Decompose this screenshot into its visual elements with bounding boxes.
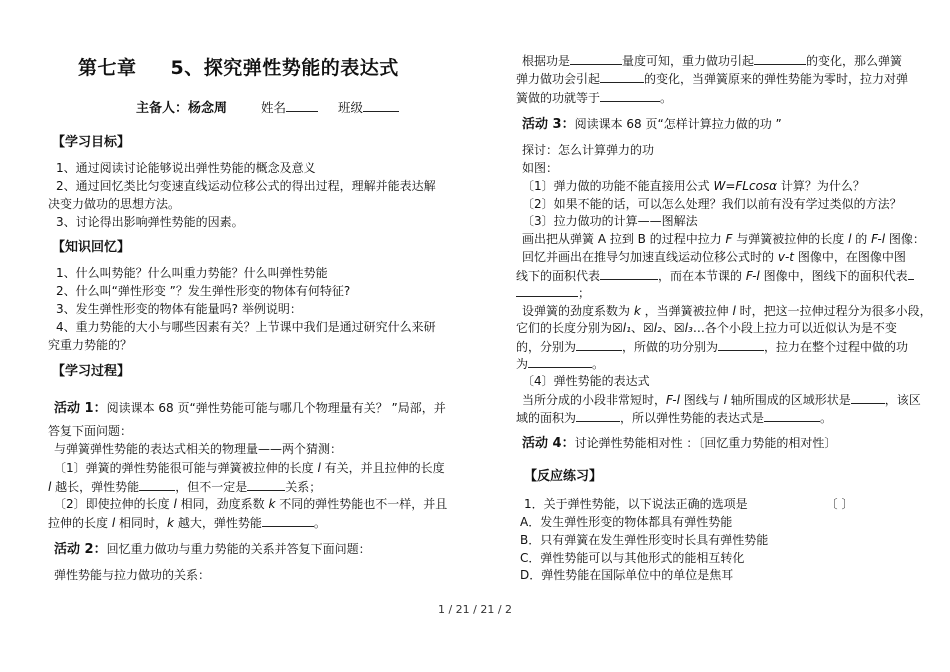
guess-2-cont: 拉伸的长度 l 相同时，k 越大，弹性势能 。 [48, 516, 326, 530]
work-energy-line: 簧做的功就等于 。 [516, 91, 673, 105]
guess-1-cont: l 越长，弹性势能 ，但不一定是 关系； [48, 480, 322, 494]
review-item: 3、发生弹性形变的物体有能量吗? 举例说明： [56, 302, 302, 316]
guess-2: 〔2〕即使拉伸的长度 l 相同，劲度系数 k 不同的弹性势能也不一样，并且 [54, 497, 448, 511]
guess-intro: 与弹簧弹性势能的表达式相关的物理量——两个猜测： [54, 442, 343, 456]
question-4: 〔4〕弹性势能的表达式 [522, 374, 650, 388]
goal-item: 3、讨论得出影响弹性势能的因素。 [56, 215, 244, 229]
blank[interactable] [516, 284, 578, 297]
name-blank[interactable] [286, 99, 318, 112]
blank[interactable] [600, 267, 658, 280]
blank[interactable] [247, 478, 285, 491]
segment-line: 的，分别为 ，所做的功分别为 ，拉力在整个过程中做的功 [516, 340, 909, 354]
blank[interactable] [576, 409, 620, 422]
blank[interactable] [600, 70, 644, 83]
blank[interactable] [908, 267, 914, 280]
question-1: 〔1〕弹力做的功能不能直接用公式 W=FLcosα 计算？为什么？ [522, 179, 865, 193]
blank[interactable] [262, 514, 314, 527]
review-item: 2、什么叫“弹性形变 ”？发生弹性形变的物体有何特征? [56, 284, 351, 298]
expression-line: 域的面积为 ，所以弹性势能的表达式是 。 [516, 411, 833, 425]
section-practice: 【反应练习】 [524, 469, 603, 484]
activity-1: 活动 1：阅读课本 68 页“弹性势能可能与哪几个物理量有关？ ”局部，并 [54, 401, 446, 416]
blank[interactable] [718, 338, 764, 351]
blank[interactable] [139, 478, 175, 491]
explore-line: 探讨：怎么计算弹力的功 [522, 143, 655, 157]
question-3: 〔3〕拉力做功的计算——图解法 [522, 214, 698, 228]
guess-1: 〔1〕弹簧的弹性势能很可能与弹簧被拉伸的长度 l 有关，并且拉伸的长度 [54, 461, 445, 475]
activity-1-cont: 答复下面问题： [48, 424, 133, 438]
goal-item: 决变力做功的思想方法。 [48, 197, 181, 211]
activity-2: 活动 2：回忆重力做功与重力势能的关系并答复下面问题： [54, 542, 371, 557]
review-item: 1、什么叫势能？什么叫重力势能？什么叫弹性势能 [56, 266, 328, 280]
draw-line: 线下的面积代表 ，而在本节课的 F-l 图像中，图线下的面积代表 [516, 267, 914, 284]
section-process: 【学习过程】 [52, 364, 131, 379]
blank[interactable] [764, 409, 820, 422]
goal-item: 1、通过阅读讨论能够说出弹性势能的概念及意义 [56, 161, 316, 175]
segment-line: 为 。 [516, 357, 605, 371]
work-energy-line: 弹力做功会引起 的变化，当弹簧原来的弹性势能为零时，拉力对弹 [516, 72, 909, 86]
page-footer: 1 / 21 / 21 / 2 [437, 603, 513, 616]
option-c[interactable]: C．弹性势能可以与其他形式的能相互转化 [520, 551, 745, 565]
chapter-title: 第七章 5、探究弹性势能的表达式 [78, 57, 399, 79]
review-item: 究重力势能的？ [48, 338, 133, 352]
option-b[interactable]: B．只有弹簧在发生弹性形变时长具有弹性势能 [520, 533, 769, 547]
answer-bracket[interactable]: 〔 〕 [825, 497, 854, 511]
section-goals: 【学习目标】 [52, 135, 131, 150]
segment-line: 它们的长度分别为☒l₁、☒l₂、☒l₃…各个小段上拉力可以近似认为是不变 [516, 321, 897, 335]
option-a[interactable]: A．发生弹性形变的物体都具有弹性势能 [520, 515, 733, 529]
section-review: 【知识回忆】 [52, 240, 131, 255]
class-blank[interactable] [363, 99, 399, 112]
blank[interactable] [528, 355, 592, 368]
activity-2-line: 弹性势能与拉力做功的关系： [54, 568, 211, 582]
option-d[interactable]: D．弹性势能在国际单位中的单位是焦耳 [520, 568, 734, 582]
blank[interactable] [570, 52, 622, 65]
review-item: 4、重力势能的大小与哪些因素有关？上节课中我们是通过研究什么来研 [56, 320, 436, 334]
as-figure: 如图： [522, 161, 559, 175]
expression-line: 当所分成的小段非常短时，F-l 图线与 l 轴所围成的区域形状是 ，该区 [522, 393, 921, 407]
preparer-line: 主备人：杨念周 姓名 班级 [136, 99, 399, 117]
blank[interactable] [600, 89, 660, 102]
blank[interactable] [754, 52, 806, 65]
draw-line: 回忆并画出在推导匀加速直线运动位移公式时的 v-t 图像中，在图像中图 [522, 250, 906, 264]
goal-item: 2、通过回忆类比匀变速直线运动位移公式的得出过程，理解并能表达解 [56, 179, 436, 193]
work-energy-line: 根据功是 量度可知，重力做功引起 的变化，那么弹簧 [522, 54, 903, 68]
blank[interactable] [576, 338, 622, 351]
segment-line: 设弹簧的劲度系数为 k ，当弹簧被拉伸 l 时，把这一拉伸过程分为很多小段， [522, 304, 932, 318]
blank[interactable] [851, 391, 885, 404]
activity-4: 活动 4：讨论弹性势能相对性 ：〔回忆重力势能的相对性〕 [522, 436, 837, 451]
activity-3: 活动 3：阅读课本 68 页“怎样计算拉力做的功 ” [522, 117, 782, 132]
draw-line: 画出把从弹簧 A 拉到 B 的过程中拉力 F 与弹簧被拉伸的长度 l 的 F-l 图像： [522, 232, 925, 246]
question-stem: 1．关于弹性势能，以下说法正确的选项是 〔 〕 [524, 497, 854, 511]
draw-line: ； [516, 284, 590, 301]
question-2: 〔2〕如果不能的话，可以怎么处理？我们以前有没有学过类似的方法？ [522, 197, 902, 211]
